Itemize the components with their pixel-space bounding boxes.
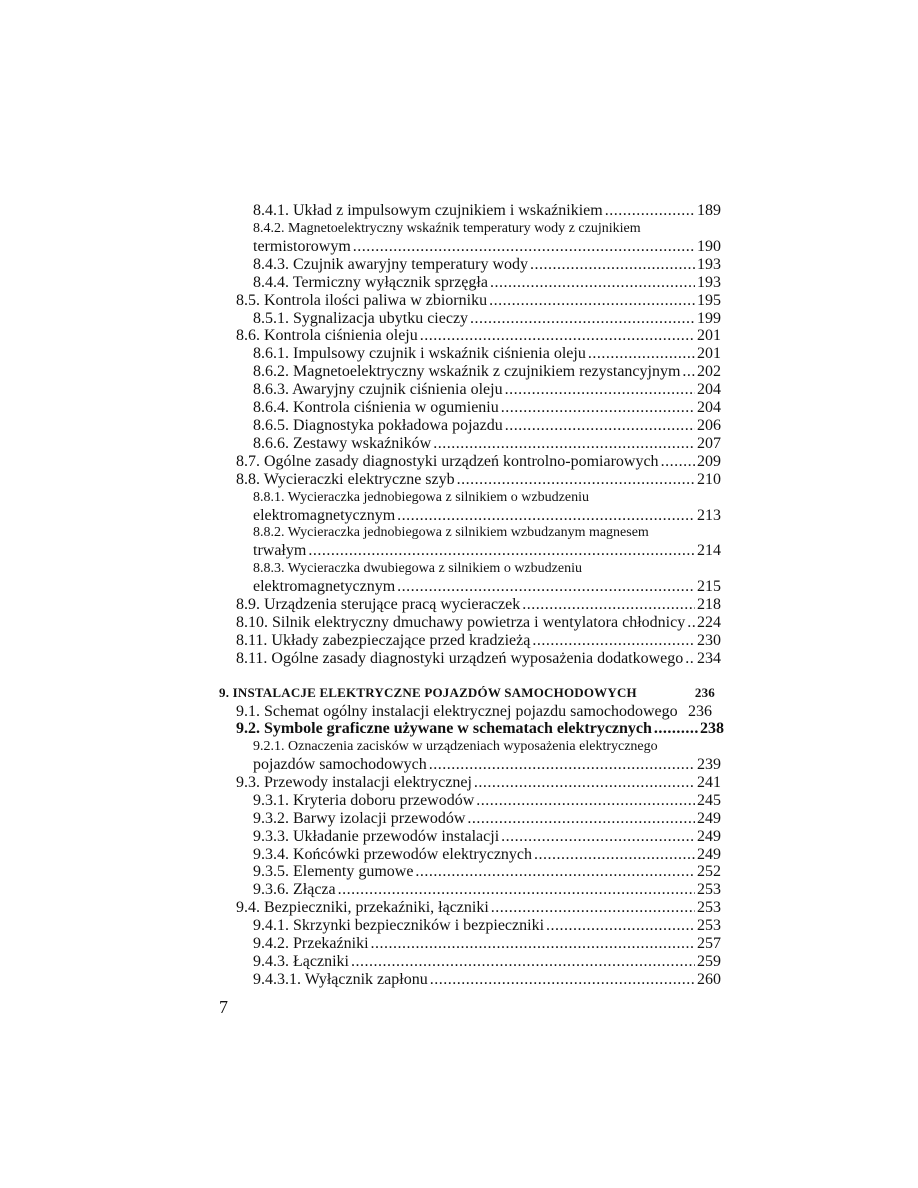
toc-entry-page: 190 [697, 238, 721, 255]
page-number: 7 [219, 997, 228, 1017]
toc-entry-page: 201 [697, 345, 721, 362]
toc-entry-page: 204 [697, 399, 721, 416]
toc-entry-page: 202 [697, 363, 721, 380]
toc-entry [253, 810, 721, 828]
toc-entry [253, 828, 721, 846]
toc-entry [253, 345, 721, 363]
toc-entry-title: 8.4.4. Termiczny wyłącznik sprzęgła [253, 274, 488, 291]
toc-entry-page: 249 [697, 810, 721, 827]
toc-entry-page: 230 [697, 632, 721, 649]
toc-leader [682, 363, 695, 381]
toc-entry-page: 189 [697, 202, 721, 219]
toc-leader [474, 774, 695, 792]
toc-leader [501, 828, 695, 846]
toc-chapter-heading [219, 685, 715, 703]
toc-entry [253, 578, 721, 596]
toc-entry [253, 542, 721, 560]
toc-leader [338, 881, 695, 899]
toc-leader [420, 327, 695, 345]
toc-entry-title: 8.6. Kontrola ciśnienia oleju [236, 327, 418, 344]
toc-entry-page: 206 [697, 417, 721, 434]
toc-entry-page: 199 [697, 310, 721, 327]
toc-entry-page: 253 [697, 881, 721, 898]
toc-entry-page: 210 [697, 471, 721, 488]
toc-entry-title: 8.4.1. Układ z impulsowym czujnikiem i wskaźnikiem [253, 202, 603, 219]
toc-entry-title: 9.3.1. Kryteria doboru przewodów [253, 792, 475, 809]
toc-leader [467, 810, 695, 828]
toc-entry [253, 953, 721, 971]
toc-entry-page: 253 [697, 899, 721, 916]
toc-entry-page: 213 [697, 507, 721, 524]
toc-entry-title: 9.3.2. Barwy izolacji przewodów [253, 810, 466, 827]
toc-entry [236, 292, 721, 310]
toc-leader [546, 917, 695, 935]
toc-entry [253, 256, 721, 274]
toc-entry-page: 253 [697, 917, 721, 934]
toc-entry-page: 259 [697, 953, 721, 970]
toc-entry-title: 9.3. Przewody instalacji elektrycznej [236, 774, 472, 791]
toc-leader [371, 935, 695, 953]
toc-entry-page: 224 [697, 614, 721, 631]
toc-leader [687, 614, 695, 632]
toc-entry-page: 204 [697, 381, 721, 398]
toc-entry-page: 252 [697, 863, 721, 880]
toc-entry-page: 193 [697, 256, 721, 273]
toc-entry [253, 792, 721, 810]
toc-entry-page: 193 [697, 274, 721, 291]
toc-leader [530, 256, 695, 274]
toc-entry-title: 8.4.2. Magnetoelektryczny wskaźnik temperatury wody z czujnikiem [253, 221, 641, 236]
toc-leader [353, 238, 695, 256]
toc-entry-page: 218 [697, 596, 721, 613]
toc-leader [476, 792, 695, 810]
toc-entry-title: 8.5. Kontrola ilości paliwa w zbiorniku [236, 292, 488, 309]
toc-entry-title: pojazdów samochodowych [253, 756, 427, 773]
toc-entry-page: 234 [697, 650, 721, 667]
toc-entry-title: 9.4.2. Przekaźniki [253, 935, 369, 952]
toc-entry-page: 236 [688, 703, 712, 720]
toc-leader [433, 435, 695, 453]
toc-entry-title: 8.6.6. Zestawy wskaźników [253, 435, 432, 452]
toc-entry-page: 245 [697, 792, 721, 809]
toc-entry [236, 471, 721, 489]
toc-entry-title: 8.8.3. Wycieraczka dwubiegowa z silnikiem o wzbudzeniu [253, 561, 582, 576]
toc-entry [253, 917, 721, 935]
toc-leader [308, 542, 695, 560]
toc-entry-title: 8.8.2. Wycieraczka jednobiegowa z silnikiem wzbudzanym magnesem [253, 525, 649, 540]
toc-entry [253, 881, 721, 899]
toc-entry-title: 8.7. Ogólne zasady diagnostyki urządzeń kontrolno-pomiarowych [236, 453, 659, 470]
toc-entry [253, 435, 721, 453]
toc-leader [457, 471, 695, 489]
toc-entry [253, 756, 721, 774]
toc-entry-page: 207 [697, 435, 721, 452]
toc-entry-title: 9.2.1. Oznaczenia zacisków w urządzeniach wyposażenia elektrycznego [253, 739, 658, 754]
toc-leader [489, 292, 695, 310]
toc-entry [236, 899, 721, 917]
toc-entry [236, 596, 721, 614]
toc-entry-title: 9.4. Bezpieczniki, przekaźniki, łączniki [236, 899, 489, 916]
toc-entry [236, 632, 721, 650]
toc-entry-title: 8.6.1. Impulsowy czujnik i wskaźnik ciśnienia oleju [253, 345, 586, 362]
toc-entry-page: 214 [697, 542, 721, 559]
toc-entry-page: 239 [697, 756, 721, 773]
chapter-page: 236 [694, 685, 715, 700]
toc-leader [505, 381, 695, 399]
toc-leader [534, 846, 695, 864]
toc-entry-title: termistorowym [253, 238, 351, 255]
toc-leader [661, 453, 695, 471]
toc-entry [236, 703, 712, 721]
toc-entry-title: 9.3.6. Złącza [253, 881, 336, 898]
toc-entry-title: 8.6.2. Magnetoelektryczny wskaźnik z czujnikiem rezystancyjnym [253, 363, 681, 380]
toc-entry-title: elektromagnetycznym [253, 578, 396, 595]
toc-entry-title: 9.4.1. Skrzynki bezpieczników i bezpieczniki [253, 917, 545, 934]
toc-leader [588, 345, 695, 363]
toc-leader [685, 650, 695, 668]
toc-entry-title: 8.6.5. Diagnostyka pokładowa pojazdu [253, 417, 503, 434]
toc-entry [253, 971, 721, 989]
toc-entry [253, 863, 721, 881]
toc-entry [253, 935, 721, 953]
toc-entry [236, 720, 724, 738]
toc-entry-page: 195 [697, 292, 721, 309]
toc-entry-title: trwałym [253, 542, 307, 559]
toc-entry-page: 249 [697, 846, 721, 863]
toc-entry-title: 8.8.1. Wycieraczka jednobiegowa z silnikiem o wzbudzeniu [253, 490, 589, 505]
toc-entry-title: 8.4.3. Czujnik awaryjny temperatury wody [253, 256, 529, 273]
toc-entry [253, 310, 721, 328]
toc-leader [397, 507, 695, 525]
toc-leader [429, 756, 695, 774]
toc-entry-title: 9.2. Symbole graficzne używane w schematach elektrycznych [236, 720, 652, 737]
toc-entry-title: 9.1. Schemat ogólny instalacji elektrycznej pojazdu samochodowego [236, 703, 678, 720]
toc-entry [253, 238, 721, 256]
toc-entry-title: 9.4.3.1. Wyłącznik zapłonu [253, 971, 428, 988]
toc-entry-page: 257 [697, 935, 721, 952]
toc-leader [654, 720, 698, 738]
toc-entry-title: 8.6.4. Kontrola ciśnienia w ogumieniu [253, 399, 499, 416]
toc-entry [253, 363, 721, 381]
toc-entry-title: 8.10. Silnik elektryczny dmuchawy powietrza i wentylatora chłodnicy [236, 614, 686, 631]
toc-entry-page: 215 [697, 578, 721, 595]
toc-entry [236, 650, 721, 668]
toc-leader [430, 971, 695, 989]
toc-entry-title: 8.9. Urządzenia sterujące pracą wycieraczek [236, 596, 521, 613]
toc-entry-title: 9.4.3. Łączniki [253, 953, 349, 970]
toc-entry-title: 8.11. Układy zabezpieczające przed kradzieżą [236, 632, 531, 649]
toc-entry-title: 8.6.3. Awaryjny czujnik ciśnienia oleju [253, 381, 503, 398]
toc-entry-page: 249 [697, 828, 721, 845]
toc-entry-title: 9.3.3. Układanie przewodów instalacji [253, 828, 500, 845]
toc-entry [253, 417, 721, 435]
toc-entry-page: 238 [700, 720, 724, 737]
toc-leader [501, 399, 695, 417]
toc-leader [532, 632, 695, 650]
toc-entry-page: 241 [697, 774, 721, 791]
toc-entry [236, 453, 721, 471]
toc-leader [415, 863, 695, 881]
toc-leader [605, 202, 695, 220]
toc-entry-page: 201 [697, 327, 721, 344]
toc-leader [522, 596, 695, 614]
toc-entry-page: 209 [697, 453, 721, 470]
toc-entry [253, 274, 721, 292]
toc-entry [236, 774, 721, 792]
toc-entry-title: 9.3.4. Końcówki przewodów elektrycznych [253, 846, 533, 863]
toc-entry [253, 399, 721, 417]
chapter-title: 9. INSTALACJE ELEKTRYCZNE POJAZDÓW SAMOCHODOWYCH [219, 685, 637, 700]
toc-entry-title: 8.8. Wycieraczki elektryczne szyb [236, 471, 455, 488]
toc-entry [236, 614, 721, 632]
toc-entry-title: 9.3.5. Elementy gumowe [253, 863, 414, 880]
toc-entry [253, 381, 721, 399]
toc-leader [505, 417, 695, 435]
toc-entry [253, 846, 721, 864]
toc-entry-title: 8.11. Ogólne zasady diagnostyki urządzeń wyposażenia dodatkowego [236, 650, 684, 667]
toc-entry-title: 8.5.1. Sygnalizacja ubytku cieczy [253, 310, 469, 327]
toc-entry [253, 507, 721, 525]
toc-entry [236, 327, 721, 345]
toc-leader [397, 578, 695, 596]
toc-leader [351, 953, 695, 971]
toc-leader [470, 310, 695, 328]
toc-entry [253, 202, 721, 220]
toc-leader [491, 899, 695, 917]
toc-leader [490, 274, 695, 292]
toc-entry-title: elektromagnetycznym [253, 507, 396, 524]
toc-entry-page: 260 [697, 971, 721, 988]
